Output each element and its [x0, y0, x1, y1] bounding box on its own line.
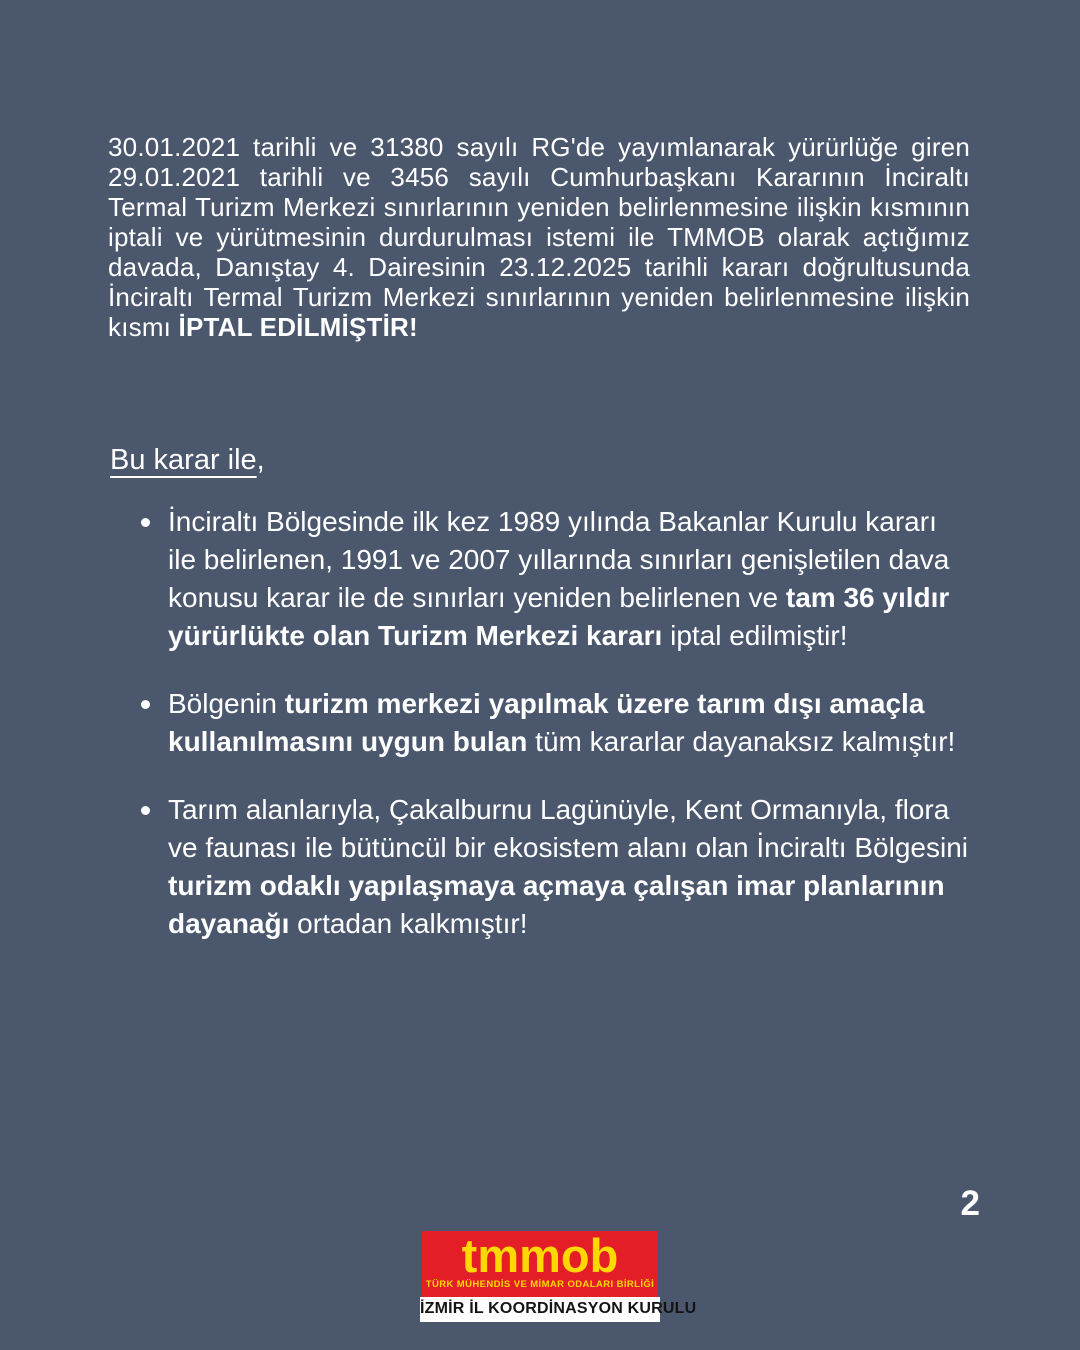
- intro-paragraph: [108, 132, 970, 342]
- bullet-2-post: tüm kararlar dayanaksız kalmıştır!: [527, 726, 956, 757]
- intro-bold-text: İPTAL EDİLMİŞTİR!: [178, 312, 418, 342]
- tmmob-logo-red-box: [422, 1231, 658, 1297]
- bullet-item-1: [138, 503, 972, 655]
- bullet-3-pre: Tarım alanlarıyla, Çakalburnu Lagünüyle, Kent Ormanıyla, flora ve faunası ile bütüncül bir ekosistem alanı olan İnciraltı Bölgesini: [168, 794, 968, 863]
- bullet-item-3: [138, 791, 972, 943]
- page-number: 2: [960, 1184, 980, 1223]
- bullet-3-post: ortadan kalkmıştır!: [289, 908, 528, 939]
- section-heading-suffix: ,: [256, 444, 265, 476]
- intro-text: 30.01.2021 tarihli ve 31380 sayılı RG'de yayımlanarak yürürlüğe giren 29.01.2021 tarihli ve 3456 sayılı Cumhurbaşkanı Kararının İnciraltı Termal Turizm Merkezi sınırlarının yeniden belirlenmesine ilişkin kısmının iptali ve yürütmesinin durdurulması istemi ile TMMOB olarak açtığımız davada, Danıştay 4. Dairesinin 23.12.2025 tarihli kararı doğrultusunda İnciraltı Termal Turizm Merkezi sınırlarının yeniden belirlenmesine ilişkin kısmı: [108, 132, 970, 342]
- tmmob-logo-footer-bar: İZMİR İL KOORDİNASYON KURULU: [420, 1297, 660, 1322]
- bullet-1-pre: İnciraltı Bölgesinde ilk kez 1989 yılında Bakanlar Kurulu kararı ile belirlenen, 1991 ve 2007 yıllarında sınırları genişletilen dava konusu karar ile de sınırları yeniden belirlenen ve: [168, 506, 950, 613]
- tmmob-logo-brand: tmmob: [461, 1229, 619, 1282]
- tmmob-logo-subtitle: TÜRK MÜHENDİS VE MİMAR ODALARI BİRLİĞİ: [425, 1279, 655, 1290]
- tmmob-logo: [420, 1229, 697, 1322]
- bullet-item-2: [138, 685, 972, 761]
- bullet-3-bold: turizm odaklı yapılaşmaya açmaya çalışan imar planlarının dayanağı: [168, 870, 945, 939]
- bullet-1-post: iptal edilmiştir!: [662, 620, 848, 651]
- bullet-2-pre: Bölgenin: [168, 688, 285, 719]
- bullet-2-bold: turizm merkezi yapılmak üzere tarım dışı amaçla kullanılmasını uygun bulan: [168, 688, 925, 757]
- bullet-1-bold: tam 36 yıldır yürürlükte olan Turizm Merkezi kararı: [168, 582, 950, 651]
- section-heading: [110, 444, 265, 477]
- section-heading-text: Bu karar ile: [110, 444, 257, 476]
- bullet-list: [138, 503, 972, 973]
